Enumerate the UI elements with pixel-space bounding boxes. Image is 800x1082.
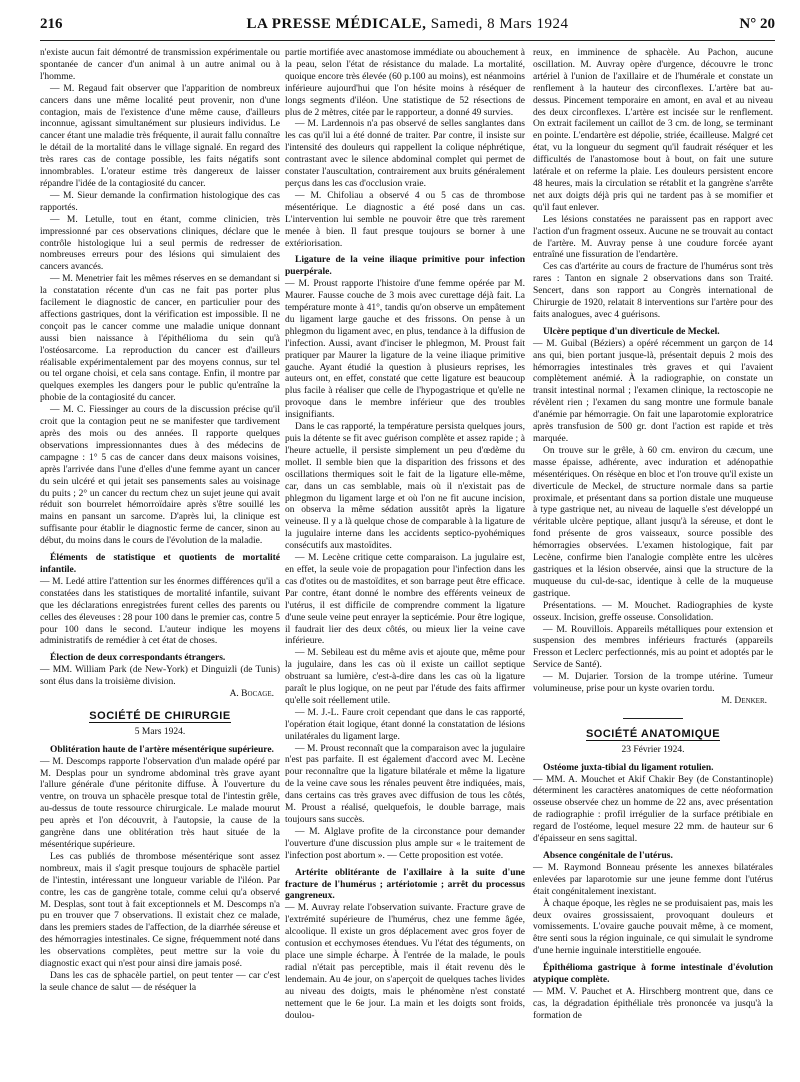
paragraph: — M. Lecène critique cette comparaison. La jugulaire est, en effet, la seule voie de propagation pour l'infection dans les cas d'otites ou de mastoïdites, et son barrage peut être efficace. Par contre, étant donné le nombre des efférents veineux de l'utérus, il est difficile de comprendre comment la ligature d'une seule veine peut enrayer la septicémie. Pour être logique, il faudrait lier des deux côtés, ou mieux lier la veine cave inférieure. <box>285 553 525 647</box>
paragraph: — M. Dujarier. Torsion de la trompe utérine. Tumeur volumineuse, prise pour un kyste ovarien tordu. <box>533 672 773 695</box>
section-heading: Ostéome juxta-tibial du ligament rotulien. <box>543 762 714 773</box>
paragraph: On trouve sur le grêle, à 60 cm. environ du cæcum, une masse épaisse, adhérente, avec induration et adénopathie mésentériques. On résèque en bloc et l'on trouve qu'il existe un diverticule de Meckel, de structure normale dans sa partie proximale, et présentant dans sa portion distale une muqueuse à type gastrique net, au niveau de laquelle s'est développé un véritable ulcère peptique, allant jusqu'à la séreuse, et dont le fond présente de gros vaisseaux, source possible des hémorragies observées. L'examen histologique, fait par Lecène, confirme bien l'analogie complète entre les ulcères gastriques et la lésion observée, ainsi que la structure de la muqueuse du cul-de-sac, identique à celle de la muqueuse gastrique. <box>533 445 773 599</box>
society-title: SOCIÉTÉ DE CHIRURGIE <box>89 709 231 722</box>
paragraph: — M. Descomps rapporte l'observation d'un malade opéré par M. Desplas pour un syndrome abdominal très grave ayant l'allure générale d'une péritonite diffuse. À l'ouverture du ventre, on trouva un sphacèle presque total de l'intestin grêle, au-dessus de toute ressource chirurgicale. Le malade mourut peu après et l'on découvrit, à l'autopsie, la cause de la gangrène dans une oblitération très haut située de la mésentérique supérieure. <box>40 756 280 850</box>
paragraph: Les cas publiés de thrombose mésentérique sont assez nombreux, mais il s'agit presque toujours de sphacèle partiel de l'intestin, intéressant une longueur variable de l'iléon. Par contre, les cas de gangrène totale, comme celui qu'a observé M. Desplas, sont tout à fait exceptionnels et M. Descomps n'a pu en trouver que 7 observations. Il existait chez ce malade, dans les premiers stades de l'affection, de la diarrhée séreuse et des hémorragies intestinales. Ce signe, fréquemment noté dans les observations complètes, peut mettre sur la voie du diagnostic exact qui n'est pour ainsi dire jamais posé. <box>40 851 280 970</box>
paragraph: — M. Proust reconnaît que la comparaison avec la jugulaire n'est pas parfaite. Il est également d'accord avec M. Lecène pour reconnaître que la ligature bilatérale et même la ligature de la veine cave sous les rénales peuvent être indiquées, mais, dans certains cas très graves avec diffusion de tous les côtés, M. Proust a réalisé, quelquefois, le double barrage, mais toujours sans succès. <box>285 743 525 825</box>
paragraph: — M. Raymond Bonneau présente les annexes bilatérales enlevées par laparotomie sur une jeune femme dont l'utérus était congénitalement inexistant. <box>533 862 773 897</box>
session-date: 23 Février 1924. <box>621 744 685 755</box>
session-date: 5 Mars 1924. <box>134 726 186 737</box>
signature: M. Denker. <box>721 695 767 706</box>
paragraph: À chaque époque, les règles ne se produisaient pas, mais les deux ovaires grossissaient, provoquant douleurs et vomissements. L'ovaire gauche pouvait même, à ce moment, être senti sous la région inguinale, ce qui simulait le syndrome d'une hernie inguinale interstitielle engouée. <box>533 898 773 957</box>
paragraph: — M. Regaud fait observer que l'apparition de nombreux cancers dans une même localité peut provenir, non d'une contagion, mais de l'existence d'une même cause, d'ailleurs inconnue, agissant simultanément sur plusieurs individus. Le cancer étant une maladie très fréquente, il aurait fallu connaître le détail de la mortalité dans le village signalé. En regard des très rares cas de contage possible, les faits négatifs sont innombrables. L'orateur estime très dangereux de laisser répandre l'idée de la contagiosité du cancer. <box>40 83 281 189</box>
issue-date: Samedi, 8 Mars 1924 <box>430 16 569 32</box>
paragraph: — M. Sebileau est du même avis et ajoute que, même pour la jugulaire, dans les cas où il existe un caillot septique obstruant sa lumière, c'est-à-dire dans les cas où la ligature paraît le plus logique, on ne peut par l'étude des faits affirmer qu'elle soit réellement utile. <box>285 648 525 706</box>
paragraph: Dans le cas rapporté, la température persista quelques jours, puis la détente se fit avec guérison complète et assez rapide ; à l'heure actuelle, il persiste simplement un peu d'œdème du mollet. Il semble bien que la disparition des frissons et des oscillations thermiques soit le fait de la ligature elle-même, car, dans un cas semblable, mais où il n'existait pas de phlegmon du ligament large et où l'on ne fit aucune incision, on observa la même sédation aussitôt après la ligature veineuse. Il y a là quelque chose de comparable à la ligature de la jugulaire interne dans les accidents septico-pyohémiques consécutifs aux mastoïdites. <box>285 422 525 552</box>
paragraph: — M. Proust rapporte l'histoire d'une femme opérée par M. Maurer. Fausse couche de 3 mois avec curettage déjà fait. La température monte à 41°, tandis qu'on observe un empâtement du ligament large gauche et des frissons. On pense à un phlegmon du ligament avec, en plus, tendance à la diffusion de l'infection. Aussi, avant d'inciser le phlegmon, M. Proust fait pratiquer par Maurer la ligature de la veine iliaque primitive gauche. Ayant étudié la question à plusieurs reprises, les auteurs ont, en effet, constaté que cette ligature est beaucoup plus facile à réaliser que celle de l'hypogastrique et qu'elle ne provoque dans le membre inférieur que des troubles insignifiants. <box>285 279 525 421</box>
journal-title <box>40 16 775 33</box>
signature: A. Bocage. <box>229 689 274 700</box>
section-heading: Élection de deux correspondants étrangers. <box>50 653 226 664</box>
paragraph: — M. Letulle, tout en étant, comme clinicien, très impressionné par ces observations cliniques, déclare que le contrôle histologique lui a seul permis de redresser de nombreuses erreurs pour des lésions qui simulaient des cancers avancés. <box>40 214 280 273</box>
section-divider <box>623 718 683 719</box>
paragraph: Présentations. — M. Mouchet. Radiographies de kyste osseux. Incision, greffe osseuse. Consolidation. <box>533 600 773 623</box>
paragraph: — M. Alglave profite de la circonstance pour demander l'ouverture d'une discussion plus ample sur « le traitement de l'infection post abortum ». — Cette proposition est votée. <box>285 826 525 861</box>
paragraph: partie mortifiée avec anastomose immédiate ou abouchement à la peau, selon l'état de résistance du malade. La mortalité, quoique encore très élevée (60 p.100 au moins), est néanmoins inférieure aujourd'hui que l'on hésite moins à réséquer de longs segments d'iléon. Une statistique de 52 résections de plus de 2 mètres, citée par le rapporteur, a donné 49 survies. <box>285 48 525 118</box>
paragraph: Les lésions constatées ne paraissent pas en rapport avec l'action d'un fragment osseux. Aucune ne se trouvait au contact de l'artère. M. Auvray pense à une coudure forcée ayant entraîné une fissuration de l'endartère. <box>533 214 773 261</box>
page-header <box>40 14 775 41</box>
paragraph: — M. Guibal (Béziers) a opéré récemment un garçon de 14 ans qui, bien portant jusque-là, présentait depuis 2 mois des hémorragies intestinales très graves et qui l'avaient complètement anémié. À la radiographie, on constate un transit intestinal normal ; l'examen clinique, la rectoscopie ne révèlent rien ; l'examen du sang montre une formule banale d'anémie par hémorragie. On fait une laparotomie exploratrice après transfusion de 500 gr. dont l'action est rapide et très marquée. <box>533 338 773 444</box>
column-3 <box>533 48 773 1023</box>
column-2 <box>285 48 525 1022</box>
paragraph: — MM. William Park (de New-York) et Dinguizli (de Tunis) sont élus dans la troisième division. <box>40 665 280 688</box>
paragraph: — M. Lardennois n'a pas observé de selles sanglantes dans les cas qu'il lui a été donné de traiter. Par contre, il insiste sur l'intensité des douleurs qui rappellent la colique néphrétique, contrastant avec le silence abdominal complet qui permet de constater l'auscultation, contrairement aux bruits généralement perçus dans les cas d'occlusion vraie. <box>285 119 525 189</box>
paragraph: — MM. A. Mouchet et Akif Chakir Bey (de Constantinople) déterminent les caractères anatomiques de cette néoformation osseuse observée chez un homme de 22 ans, avec présentation de radiographie : profil irrégulier de la surface prétibiale en regard de l'ostéome, lequel mesure 22 mm. de hauteur sur 6 d'épaisseur en sens sagittal. <box>533 774 773 845</box>
paragraph: — M. Menetrier fait les mêmes réserves en se demandant si la constatation récente d'un cas ne fait pas porter plus facilement le diagnostic de cancer, en particulier pour des affections gastriques, dont la vérification est impossible. Il ne conçoit pas le cancer comme une maladie unique donnant aussi bien naissance à l'épithélioma du sein qu'à l'ostéosarcome. La reproduction du cancer est d'ailleurs réalisable expérimentalement par des moyens connus, sur tel ou tel organe choisi, et cela sans contage. Enfin, il montre par quelques exemples les dangers pour le public qu'entraîne la phobie de la contagiosité du cancer. <box>40 274 280 404</box>
society-title: SOCIÉTÉ ANATOMIQUE <box>585 727 721 740</box>
section-heading: Éléments de statistique et quotients de mortalité infantile. <box>40 553 280 575</box>
column-1 <box>40 48 280 995</box>
journal-name: LA PRESSE MÉDICALE, <box>246 16 427 32</box>
paragraph: — M. Chifoliau a observé 4 ou 5 cas de thrombose mésentérique. Le diagnostic a été posé dans un cas. L'intervention lui semble ne pouvoir être que très rarement menée à bien. Il faut presque toujours se borner à une extériorisation. <box>285 190 525 249</box>
paragraph: — MM. V. Pauchet et A. Hirschberg montrent que, dans ce cas, la dégradation épithéliale très prononcée va jusqu'à la formation de <box>533 986 773 1021</box>
paragraph: — M. Ledé attire l'attention sur les énormes différences qu'il a constatées dans les statistiques de mortalité infantile, suivant que les déclarations enregistrées furent celles des parents ou celles des éleveuses : 28 pour 100 dans le premier cas, contre 5 pour 100 dans le second. L'auteur indique les moyens administratifs de remédier à cet état de choses. <box>40 576 280 647</box>
paragraph: — M. J.-L. Faure croit cependant que dans le cas rapporté, l'opération était logique, étant donné la constatation de lésions unilatérales du ligament large. <box>285 707 525 742</box>
section-heading: Épithélioma gastrique à forme intestinale d'évolution atypique complète. <box>533 963 773 986</box>
paragraph: — M. Sieur demande la confirmation histologique des cas rapportés. <box>40 190 280 213</box>
paragraph: reux, en imminence de sphacèle. Au Pachon, aucune oscillation. M. Auvray opère d'urgence, découvre le tronc artériel à l'union de l'axillaire et de l'humérale et constate un renflement à la hauteur des circonflexes. L'artère bat au-dessus. Pincement temporaire en amont, en aval et au niveau des deux circonflexes. L'artère est incisée sur le renflement. On extrait facilement un caillot de 3 cm. de long, se terminant en pointe. L'endartère est dépolie, striée, écailleuse. Malgré cet état, vu la longueur du segment qu'il faudrait réséquer et les difficultés de l'anastomose bout à bout, on fait une suture latérale et on referme la plaie. Les douleurs persistent encore 48 heures, mais la circulation se rétablit et la gangrène s'arrête net aux doigts déjà pris qui ne tardent pas à se momifier et qu'il faut enlever. <box>533 48 773 213</box>
section-heading: Oblitération haute de l'artère mésentérique supérieure. <box>50 744 274 755</box>
paragraph: — M. C. Fiessinger au cours de la discussion précise qu'il croit que la contagion peut ne se manifester que tardivement après des mois ou des années. Il rapporte quelques observations impressionnantes dues à des médecins de campagne : 1° 5 cas de cancer dans deux maisons voisines, après l'arrivée dans l'une d'elles d'une femme ayant un cancer du sein ulcéré et qui jetait ses pansements sales au voisinage du puits ; 2° un cancer du rectum chez un sujet jeune qui avait réduit son bourrelet hémorroïdaire après s'être souillé les mains en pansant un sarcome. D'après lui, la clinique est suffisante pour établir le diagnostic ferme de cancer, sinon au début, du moins dans le cours de l'évolution de la maladie. <box>40 405 280 547</box>
section-heading: Ulcère peptique d'un diverticule de Meckel. <box>543 326 720 337</box>
society-heading <box>40 711 280 723</box>
paragraph: — M. Auvray relate l'observation suivante. Fracture grave de l'extrémité supérieure de l'humérus, chez une femme âgée, alcoolique. Il existe un gros déplacement avec gros foyer de contusion et ecchymoses étendues. Vu l'état des téguments, on place une simple écharpe. À l'entrée de la malade, le pouls radial n'était pas perceptible, mais il était revenu dès le lendemain. Au 4e jour, on s'aperçoit de quelques taches livides au niveau des doigts, mais le phénomène n'est constaté nettement que le 6e jour. La main et les doigts sont froids, doulou- <box>285 903 525 1021</box>
paragraph: Dans les cas de sphacèle partiel, on peut tenter — car c'est la seule chance de salut — de réséquer la <box>40 970 280 993</box>
issue-number: N° 20 <box>739 16 775 32</box>
section-heading: Ligature de la veine iliaque primitive pour infection puerpérale. <box>285 255 525 278</box>
society-heading <box>533 729 773 741</box>
paragraph: n'existe aucun fait démontré de transmission expérimentale ou spontanée de cancer d'un animal à un autre animal ou à l'homme. <box>40 48 280 82</box>
paragraph: Ces cas d'artérite au cours de fracture de l'humérus sont très rares : Tanton en signale 2 observations dans son Traité. Sencert, dans son rapport au Congrès international de Chirurgie de 1920, relatait 8 interventions sur l'artère pour des faits analogues, avec 4 guérisons. <box>533 262 773 320</box>
paragraph: — M. Rouvillois. Appareils métalliques pour extension et suspension des membres inférieurs fracturés (appareils Fresson et Leclerc perfectionnés, mis au point et adoptés par le Service de Santé). <box>533 624 773 671</box>
section-heading: Absence congénitale de l'utérus. <box>543 851 673 861</box>
page-number: 216 <box>40 16 63 32</box>
section-heading: Artérite oblitérante de l'axillaire à la suite d'une fracture de l'humérus ; artériotomie ; arrêt du processus gangreneux. <box>285 867 525 902</box>
